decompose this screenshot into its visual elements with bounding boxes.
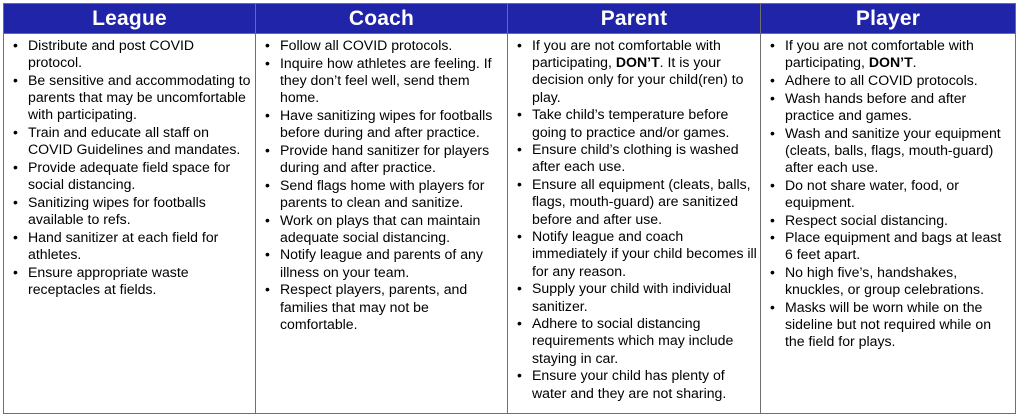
- list-item: • Take child’s temperature before going to practice and/or games.: [517, 106, 730, 140]
- bullet-icon: •: [517, 367, 522, 384]
- bullet-icon: •: [770, 124, 775, 141]
- list-item: • Hand sanitizer at each field for athletes.: [13, 228, 219, 262]
- bullet-icon: •: [517, 37, 522, 53]
- header-parent: Parent: [508, 4, 761, 34]
- bullet-icon: •: [265, 281, 270, 298]
- header-league: League: [4, 4, 256, 34]
- list-item: • Send flags home with players for parents to clean and sanitize.: [265, 176, 485, 210]
- bullet-icon: •: [517, 106, 522, 123]
- list-item: • Provide hand sanitizer for players during and after practice.: [265, 141, 490, 175]
- bullet-icon: •: [517, 228, 522, 245]
- bullet-icon: •: [13, 263, 18, 280]
- list-item: • Adhere to all COVID protocols.: [770, 71, 978, 88]
- list-item: • Ensure all equipment (cleats, balls, flags, mouth-guard) are sanitized before and after use.: [517, 176, 751, 227]
- bullet-icon: •: [770, 211, 775, 228]
- list-item: • Sanitizing wipes for footballs available to refs.: [13, 193, 206, 228]
- list-item: • Wash and sanitize your equipment (cleats, balls, flags, mouth-guard) after each use.: [770, 124, 1001, 175]
- list-item: • Masks will be worn while on the sideline but not required while on the field for plays.: [770, 299, 992, 350]
- bullet-icon: •: [13, 124, 18, 141]
- header-coach: Coach: [256, 4, 508, 34]
- parent-column: [508, 34, 761, 413]
- list-item: • Notify league and coach immediately if your child becomes ill for any reason.: [517, 228, 757, 279]
- bullet-icon: •: [517, 176, 522, 193]
- bullet-icon: •: [770, 299, 775, 316]
- list-item: • Place equipment and bags at least 6 feet apart.: [770, 229, 1002, 263]
- list-item: • Have sanitizing wipes for footballs before during and after practice.: [265, 106, 493, 141]
- bullet-icon: •: [770, 176, 775, 193]
- list-item: • Provide adequate field space for social distancing.: [13, 158, 231, 193]
- bullet-icon: •: [265, 54, 270, 71]
- bullet-icon: •: [13, 71, 18, 88]
- list-item: • Ensure appropriate waste receptacles at fields.: [13, 263, 189, 297]
- list-item: • Train and educate all staff on COVID Guidelines and mandates.: [13, 124, 241, 158]
- list-item: • Respect social distancing.: [770, 211, 948, 228]
- bullet-icon: •: [265, 106, 270, 123]
- bullet-icon: •: [13, 37, 18, 53]
- bullet-icon: •: [770, 264, 775, 281]
- bullet-icon: •: [770, 71, 775, 88]
- player-column: [761, 34, 1015, 413]
- list-item: • No high five’s, handshakes, knuckles, or group celebrations.: [770, 264, 984, 298]
- bullet-icon: •: [517, 141, 522, 158]
- bullet-icon: •: [770, 37, 775, 53]
- list-item: • Follow all COVID protocols.: [265, 37, 453, 53]
- bullet-icon: •: [13, 158, 18, 175]
- bullet-icon: •: [517, 280, 522, 297]
- list-item: • Notify league and parents of any illness on your team.: [265, 246, 483, 280]
- list-item: • Respect players, parents, and families that may not be comfortable.: [265, 281, 468, 332]
- header-player: Player: [761, 4, 1015, 34]
- league-column: [4, 34, 256, 413]
- list-item: • Ensure child’s clothing is washed after each use.: [517, 141, 739, 175]
- bullet-icon: •: [517, 315, 522, 332]
- list-item: • If you are not comfortable with participating, DON’T. It is your decision only for your child(ren) to play.: [517, 37, 744, 105]
- list-item: • Adhere to social distancing requirements which may include staying in car.: [517, 315, 734, 366]
- list-item: • Work on plays that can maintain adequate social distancing.: [265, 211, 481, 245]
- bullet-icon: •: [770, 229, 775, 246]
- list-item: • Distribute and post COVID protocol.: [13, 37, 195, 71]
- list-item: • Be sensitive and accommodating to parents that may be uncomfortable with participating.: [13, 71, 251, 123]
- list-item: • Supply your child with individual sanitizer.: [517, 280, 731, 314]
- bullet-icon: •: [265, 211, 270, 228]
- bullet-icon: •: [265, 37, 270, 53]
- list-item: • Ensure your child has plenty of water and they are not sharing.: [517, 367, 727, 401]
- bullet-icon: •: [265, 176, 270, 193]
- coach-column: [256, 34, 508, 413]
- bullet-icon: •: [13, 193, 18, 210]
- bullet-icon: •: [770, 89, 775, 106]
- list-item: • Wash hands before and after practice and games.: [770, 89, 967, 123]
- list-item: • If you are not comfortable with participating, DON’T.: [770, 37, 974, 71]
- list-item: • Inquire how athletes are feeling. If they don’t feel well, send them home.: [265, 54, 492, 106]
- bullet-icon: •: [265, 246, 270, 263]
- bullet-icon: •: [13, 228, 18, 245]
- covid-responsibilities-table: [3, 3, 1016, 414]
- list-item: • Do not share water, food, or equipment.: [770, 176, 959, 210]
- bullet-icon: •: [265, 141, 270, 158]
